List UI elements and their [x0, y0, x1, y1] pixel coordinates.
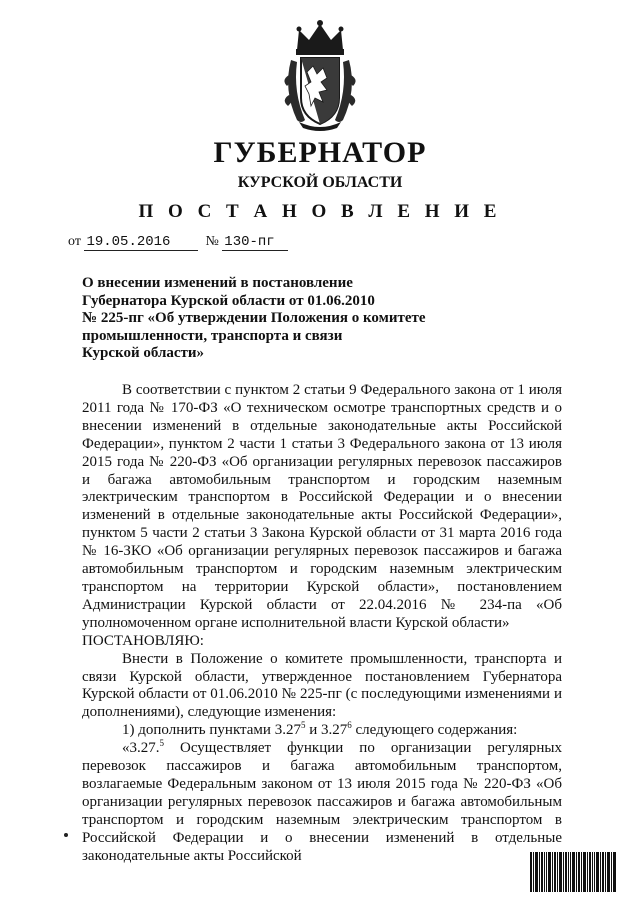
subject-line: № 225-пг «Об утверждении Положения о комитете — [82, 310, 426, 327]
document-subject — [82, 275, 502, 363]
amendment-item-1 — [82, 722, 562, 740]
margin-dot — [64, 833, 68, 837]
subject-line: О внесении изменений в постановление — [82, 275, 353, 291]
decree-word: ПОСТАНОВЛЯЮ: — [82, 632, 204, 649]
item-text: и 3.27 — [305, 722, 348, 739]
issuer-region: КУРСКОЙ ОБЛАСТИ — [237, 174, 403, 191]
issuer-title: ГУБЕРНАТОР — [213, 136, 427, 169]
preamble-paragraph: В соответствии с пунктом 2 статьи 9 Федерального закона от 1 июля 2011 года № 170-ФЗ «О техническом осмотре транспортных средств и о внесении изменений в отдельные законодательные акты Российской Федерации», пунктом 2 части 1 статьи 3 Федерального закона от 13 июля 2015 года № 220-ФЗ «Об организации регулярных перевозок пассажиров и багажа автомобильным транспортом и городским наземным электрическим транспортом в Российской Федерации и о внесении изменений в отдельные законодательные акты Российской Федерации», пунктом 5 части 2 статьи 3 Закона Курской области от 31 марта 2016 года № 16-ЗКО «Об организации регулярных перевозок пассажиров и багажа автомобильным транспортом и городским наземным электрическим транспортом на территории Курской области», постановлением Администрации Курской области от 22.04.2016 № 234-па «Об уполномоченном органе исполнительной власти Курской области» — [82, 382, 562, 631]
subject-line: промышленности, транспорта и связи — [82, 327, 343, 344]
new-clause-paragraph — [82, 740, 562, 865]
kursk-coat-of-arms-icon — [283, 20, 357, 132]
document-number: 130-пг — [222, 234, 288, 251]
document-type: П О С Т А Н О В Л Е Н И Е — [138, 201, 502, 222]
superscript: 5 — [300, 720, 306, 731]
superscript: 5 — [159, 738, 164, 749]
subject-line: Губернатора Курской области от 01.06.2010 — [82, 292, 375, 309]
document-date: 19.05.2016 — [84, 234, 198, 251]
document-body — [82, 382, 562, 865]
amendment-paragraph: Внести в Положение о комитете промышленности, транспорта и связи Курской области, утвержденное постановлением Губернатора Курской области от 01.06.2010 № 225-пг (с последующими изменениями и дополнениями), следующие изменения: — [82, 650, 562, 721]
barcode-icon — [530, 852, 616, 892]
item-text: 1) дополнить пунктами 3.27 — [122, 722, 301, 739]
superscript: 6 — [347, 720, 352, 731]
number-sign: № — [205, 234, 219, 249]
item-text: следующего содержания: — [351, 722, 518, 739]
subject-line: Курской области» — [82, 345, 205, 362]
clause-number: «3.27. — [122, 740, 160, 757]
date-number-line — [68, 234, 288, 251]
clause-text: Осуществляет функции по организации регулярных перевозок пассажиров и багажа автомобильным транспортом, возлагаемые Федеральным законом от 13 июля 2015 года № 220-ФЗ «Об организации регулярных перевозок пассажиров и багажа автомобильным транспортом и городским наземным электрическим транспортом в Российской Федерации и о внесении изменений в отдельные законодательные акты Российской — [82, 740, 562, 864]
date-prefix: от — [68, 234, 81, 249]
